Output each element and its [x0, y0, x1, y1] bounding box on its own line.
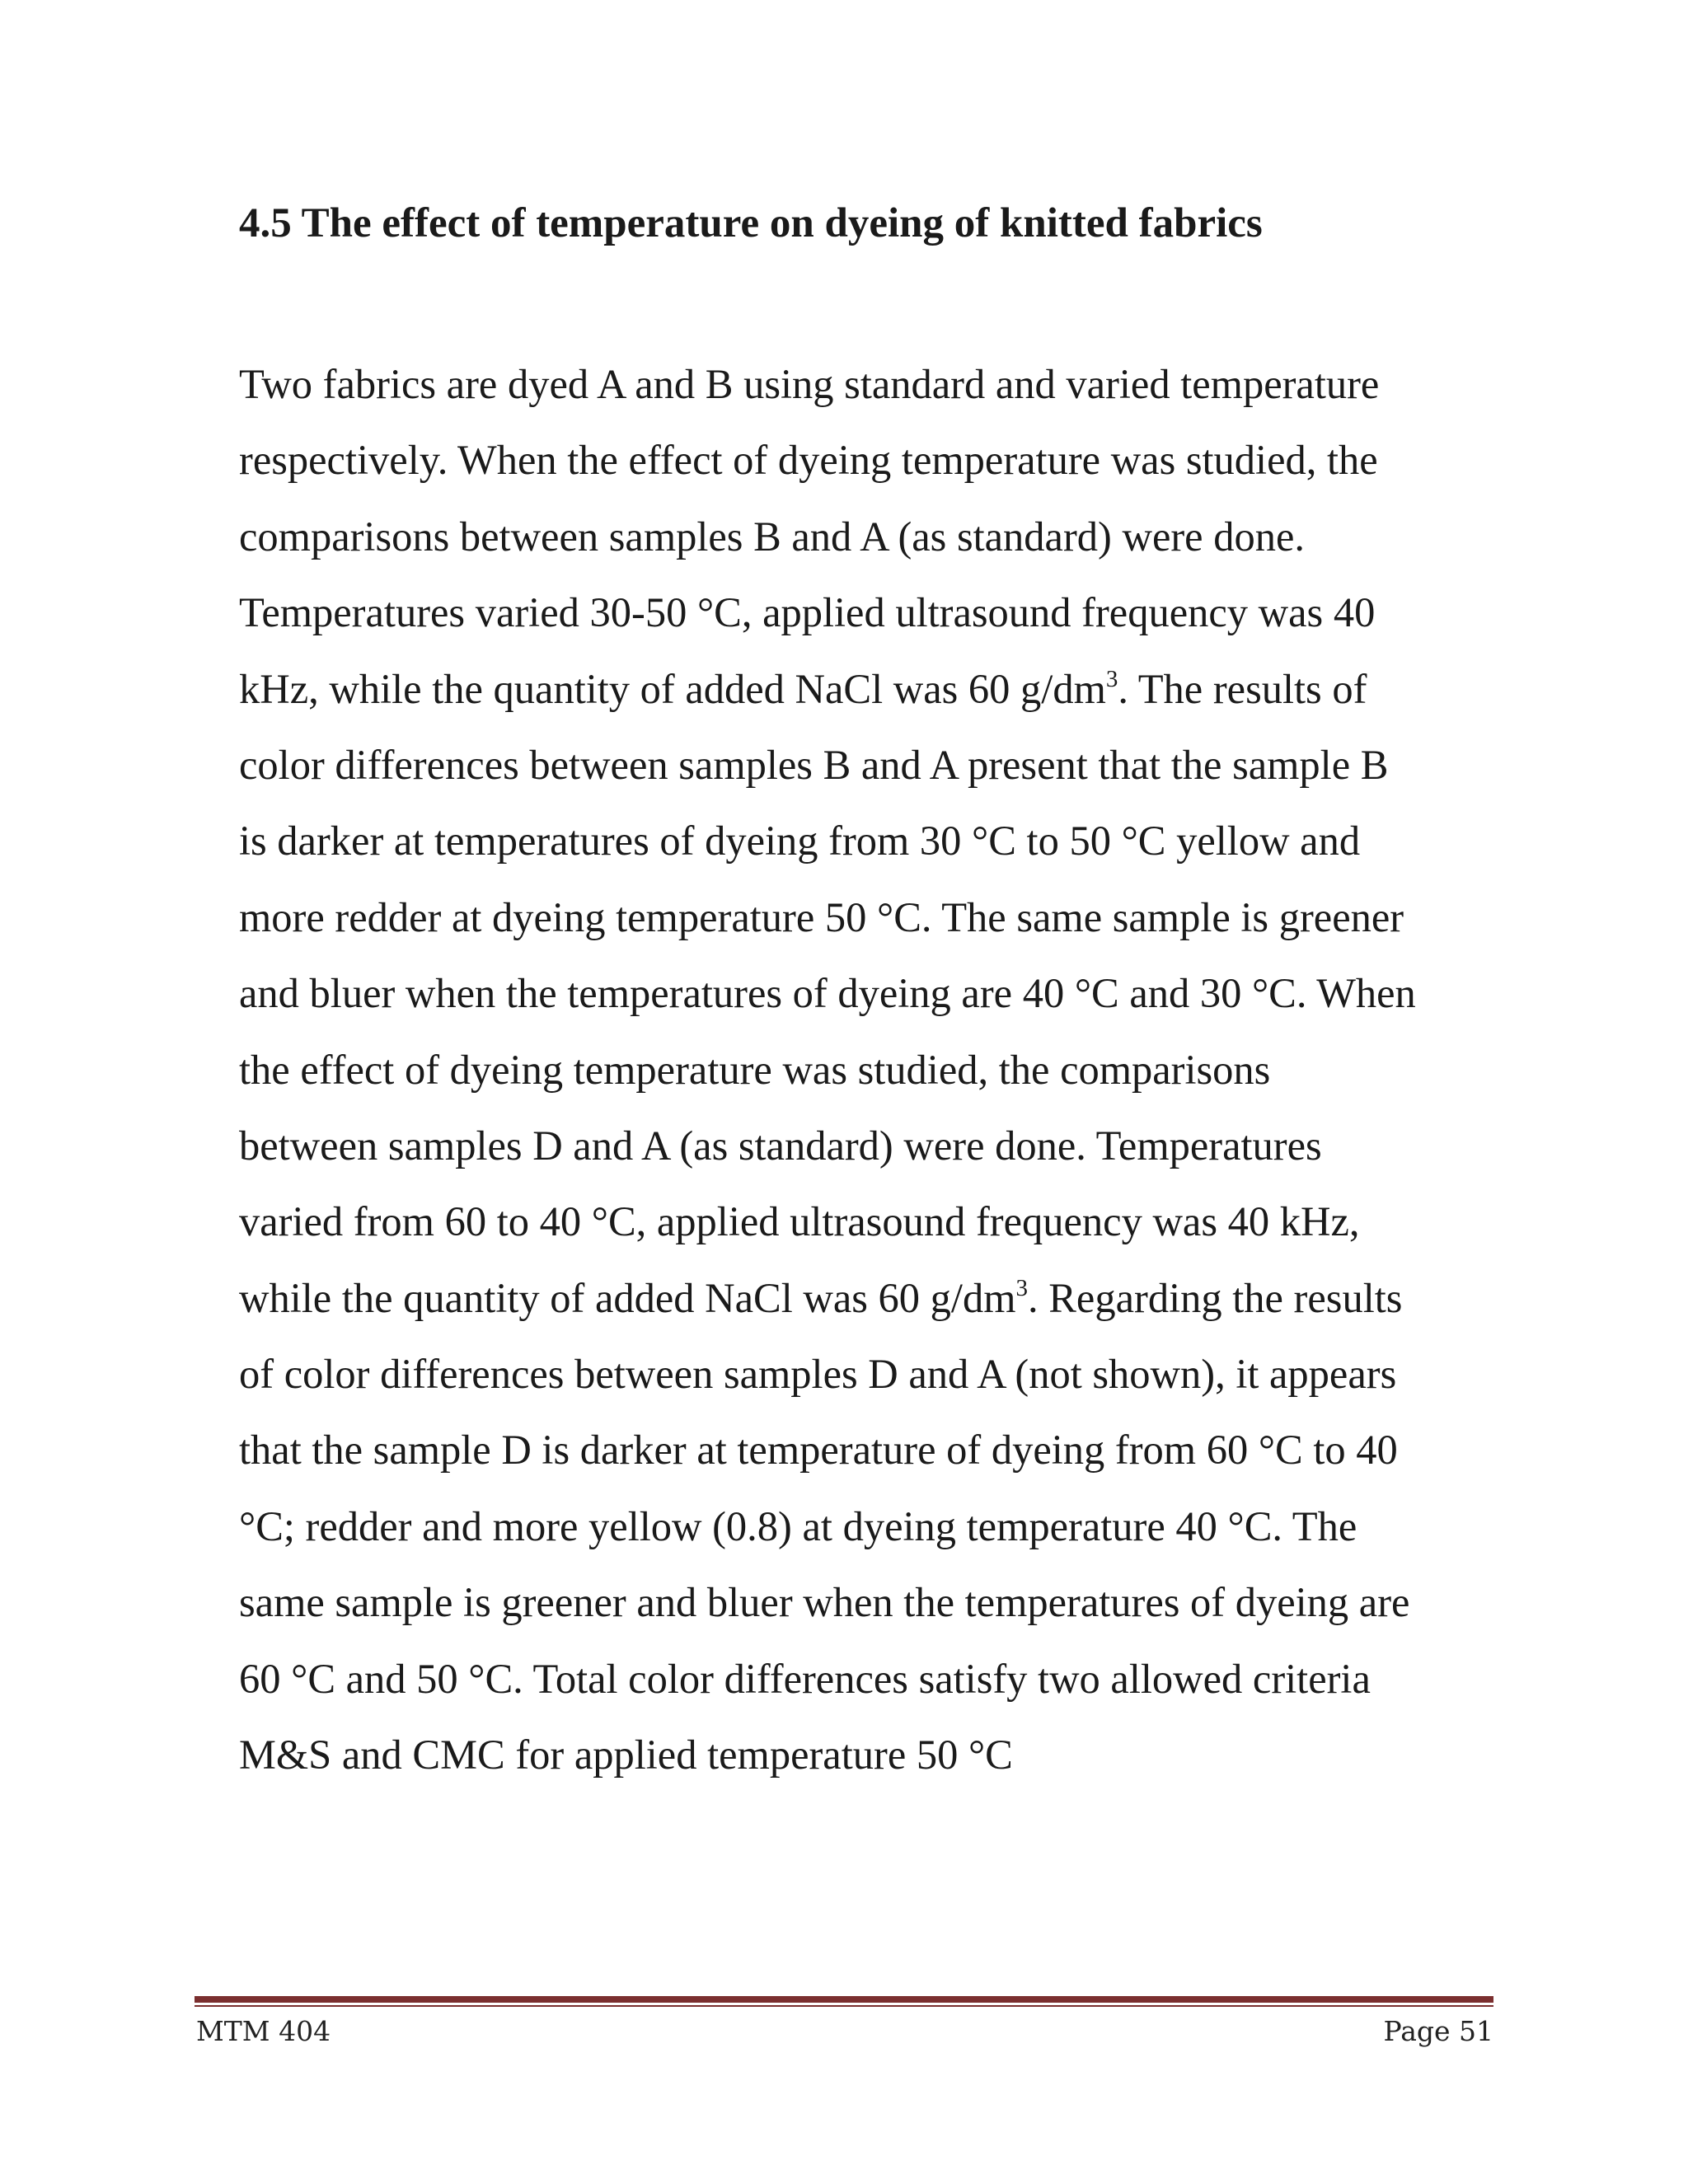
- paragraph-line: that the sample D is darker at temperature of dyeing from 60 °C to 40: [239, 1427, 1398, 1474]
- paragraph-line: M&S and CMC for applied temperature 50 °C: [239, 1732, 1013, 1779]
- paragraph-line: kHz, while the quantity of added NaCl was 60 $g/dm^3$. The results of: [239, 665, 1367, 712]
- paragraph-line: 60 °C and 50 °C. Total color differences satisfy two allowed criteria: [239, 1655, 1371, 1702]
- paragraph-line: and bluer when the temperatures of dyeing are 40 °C and 30 °C. When: [239, 970, 1416, 1017]
- footer-divider-thick: [195, 1996, 1493, 2003]
- paragraph-line: of color differences between samples D and A (not shown), it appears: [239, 1351, 1397, 1398]
- paragraph-line: Temperatures varied 30-50 °C, applied ultrasound frequency was 40: [239, 589, 1376, 636]
- superscript: 3: [1105, 665, 1118, 692]
- paragraph-line: Two fabrics are dyed A and B using standard and varied temperature: [239, 361, 1380, 407]
- footer-course-code: MTM 404: [196, 2015, 331, 2047]
- body-paragraph: [239, 346, 1525, 1793]
- footer-divider-thin: [195, 2005, 1493, 2007]
- paragraph-line: °C; redder and more yellow (0.8) at dyeing temperature 40 °C. The: [239, 1502, 1357, 1549]
- paragraph-line: between samples D and A (as standard) were done. Temperatures: [239, 1122, 1322, 1169]
- footer-divider: [195, 1996, 1493, 2008]
- footer-page-number: Page 51: [1383, 2015, 1493, 2047]
- paragraph-line: while the quantity of added NaCl was 60 $g/dm^3$. Regarding the results: [239, 1274, 1403, 1321]
- paragraph-line: respectively. When the effect of dyeing temperature was studied, the: [239, 437, 1378, 484]
- paragraph-line: color differences between samples B and A present that the sample B: [239, 741, 1389, 788]
- paragraph-line: is darker at temperatures of dyeing from 30 °C to 50 °C yellow and: [239, 818, 1361, 865]
- paragraph-line: comparisons between samples B and A (as standard) were done.: [239, 513, 1306, 560]
- paragraph-line: the effect of dyeing temperature was studied, the comparisons: [239, 1046, 1271, 1093]
- paragraph-line: varied from 60 to 40 °C, applied ultrasound frequency was 40 kHz,: [239, 1198, 1360, 1245]
- section-heading: 4.5 The effect of temperature on dyeing of knitted fabrics: [239, 200, 1263, 246]
- paragraph-line: same sample is greener and bluer when the temperatures of dyeing are: [239, 1579, 1410, 1626]
- paragraph-line: more redder at dyeing temperature 50 °C. The same sample is greener: [239, 893, 1404, 940]
- superscript: 3: [1015, 1274, 1028, 1301]
